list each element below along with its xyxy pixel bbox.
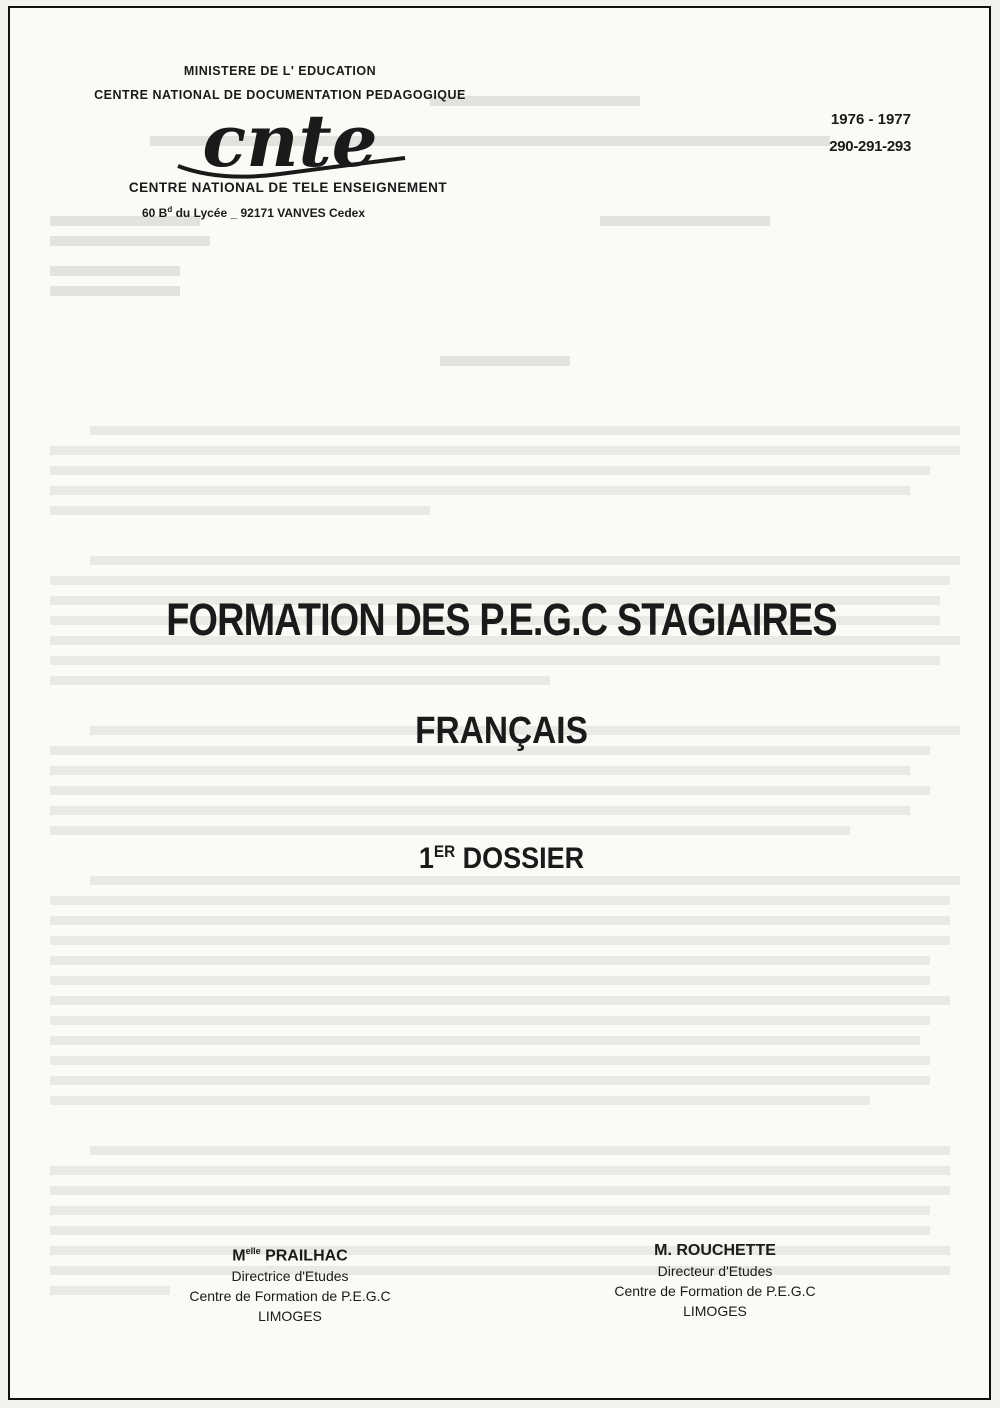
- author-block-rouchette: [580, 1241, 850, 1321]
- author-name: M. ROUCHETTE: [654, 1242, 776, 1259]
- address: 60 $B^d$ du Lycée _ 92171 VANVES Cedex: [142, 205, 366, 220]
- author-city: LIMOGES: [258, 1308, 322, 1325]
- school-year: 1976 - 1977: [830, 111, 911, 128]
- cnte-logo: [160, 108, 420, 188]
- author-city: LIMOGES: [683, 1303, 747, 1319]
- bleed-through-texture: [40, 88, 970, 1308]
- cnte-name: CENTRE NATIONAL DE TELE ENSEIGNEMENT: [128, 180, 448, 195]
- author-role: Directrice d'Etudes: [231, 1268, 349, 1285]
- document-title: FORMATION DES P.E.G.C STAGIAIRES: [166, 594, 837, 645]
- author-center: Centre de Formation de P.E.G.C: [189, 1288, 391, 1305]
- cnte-logo-text: cnte: [202, 108, 378, 183]
- subject-heading: FRANÇAIS: [415, 710, 588, 752]
- author-block-prailhac: [160, 1241, 420, 1326]
- course-codes: 290-291-293: [829, 138, 911, 155]
- cndp-heading: CENTRE NATIONAL DE DOCUMENTATION PEDAGOGIQUE: [94, 88, 466, 102]
- author-center: Centre de Formation de P.E.G.C: [614, 1283, 816, 1299]
- author-role: Directeur d'Etudes: [657, 1263, 773, 1279]
- author-name: $M^{elle}$ PRAILHAC: [232, 1246, 348, 1265]
- ministry-heading: MINISTERE DE L' EDUCATION: [183, 64, 377, 78]
- dossier-heading: 1ER DOSSIER: [418, 842, 585, 875]
- document-page: [8, 6, 991, 1400]
